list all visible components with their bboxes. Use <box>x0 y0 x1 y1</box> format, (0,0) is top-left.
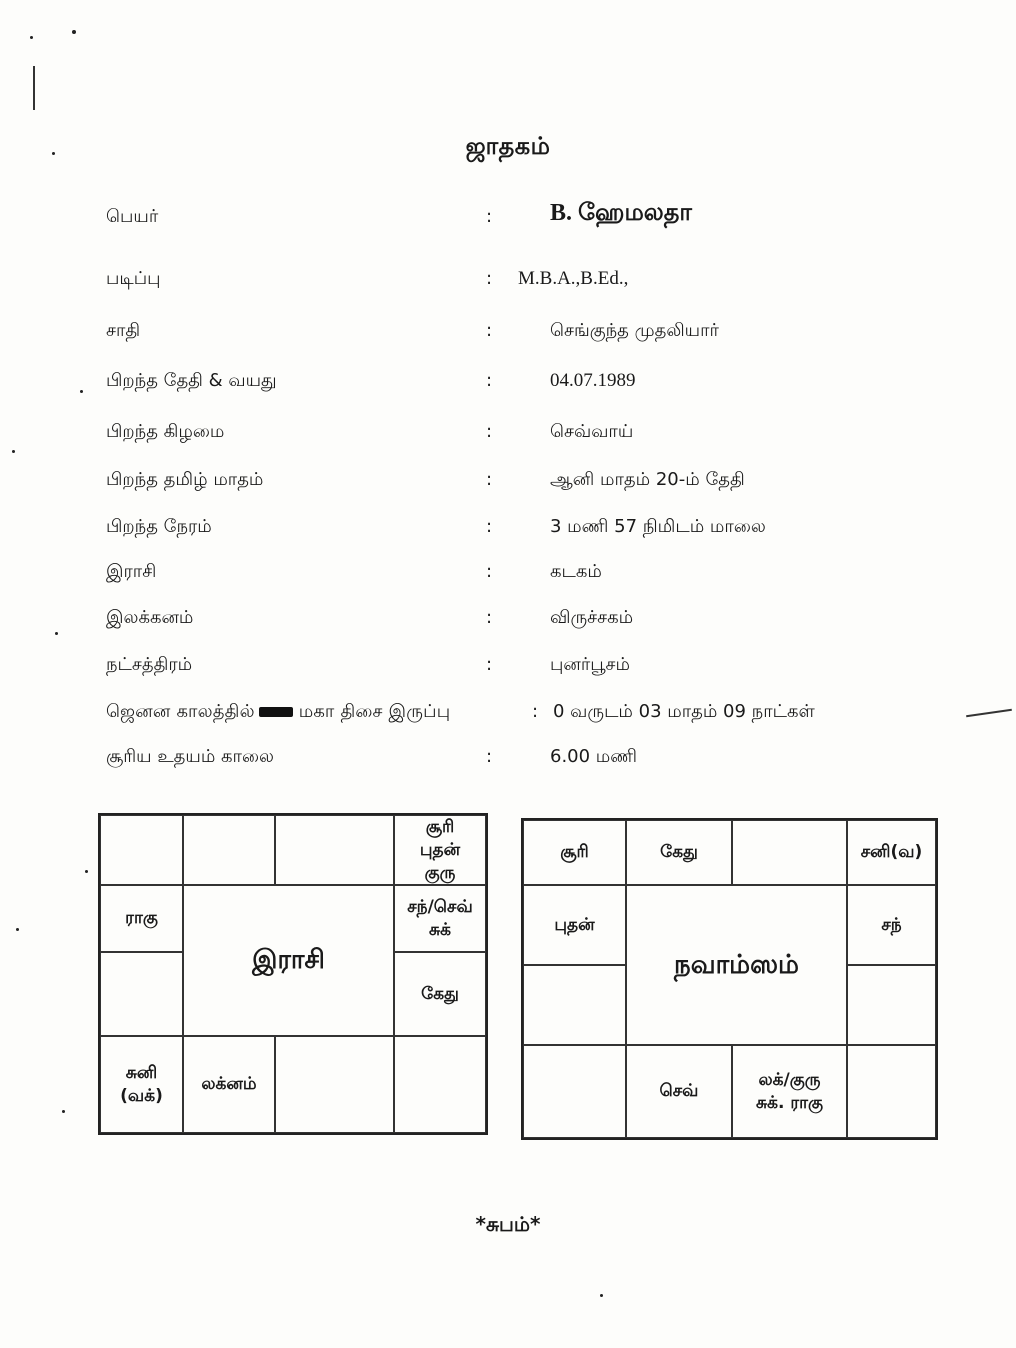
rasi-house: சூரி புதன் குரு <box>394 815 486 885</box>
navamsa-house: சனி(வ) <box>847 820 936 885</box>
navamsa-house: லக்/குரு சுக். ராகு <box>732 1045 847 1138</box>
strikethrough-mark <box>259 707 293 717</box>
rasi-house <box>100 952 183 1036</box>
detail-label: இராசி <box>106 561 157 582</box>
detail-value: ஆனி மாதம் 20-ம் தேதி <box>550 469 745 490</box>
navamsa-house: சந் <box>847 885 936 965</box>
detail-colon: : <box>486 654 493 675</box>
detail-colon: : <box>486 206 493 227</box>
scan-speck <box>85 870 88 873</box>
detail-label: பிறந்த தேதி & வயது <box>106 370 277 391</box>
detail-row-education <box>0 268 1016 298</box>
navamsa-house <box>847 1045 936 1138</box>
navamsa-house: செவ் <box>626 1045 732 1138</box>
navamsa-house <box>847 965 936 1045</box>
detail-colon: : <box>486 421 493 442</box>
detail-value: கடகம் <box>550 561 602 582</box>
rasi-house: கேது <box>394 952 486 1036</box>
rasi-house <box>275 1036 394 1133</box>
rasi-house: லக்னம் <box>183 1036 275 1133</box>
detail-value: M.B.A.,B.Ed., <box>518 268 629 289</box>
detail-row-tamil-month <box>0 469 1016 499</box>
scan-speck <box>52 152 55 155</box>
detail-label: நட்சத்திரம் <box>106 654 193 675</box>
navamsa-house <box>523 965 626 1045</box>
detail-value: 04.07.1989 <box>550 370 636 391</box>
detail-label-part: ஜெனன காலத்தில் <box>106 701 255 722</box>
detail-label-part: மகா திசை இருப்பு <box>298 701 451 722</box>
detail-value: புனர்பூசம் <box>550 654 630 675</box>
scan-speck <box>62 1110 65 1113</box>
detail-colon: : <box>486 469 493 490</box>
scan-speck <box>80 390 83 393</box>
detail-label: சாதி <box>106 320 141 341</box>
scan-speck <box>30 36 33 39</box>
navamsa-house <box>732 820 847 885</box>
scan-speck <box>72 30 76 34</box>
detail-value: செவ்வாய் <box>550 421 634 442</box>
rasi-house <box>100 815 183 885</box>
detail-row-birth-day <box>0 421 1016 451</box>
rasi-chart <box>98 813 488 1135</box>
detail-row-dasa-balance <box>0 701 1016 731</box>
scan-mark <box>33 66 35 110</box>
detail-colon: : <box>532 701 539 722</box>
detail-label: பிறந்த கிழமை <box>106 421 225 442</box>
rasi-house: சுனி (வக்) <box>100 1036 183 1133</box>
detail-value: விருச்சகம் <box>550 607 634 628</box>
navamsa-house: புதன் <box>523 885 626 965</box>
detail-row-sunrise <box>0 746 1016 776</box>
page-title: ஜாதகம் <box>465 132 551 160</box>
detail-label <box>106 701 450 724</box>
detail-row-rasi <box>0 561 1016 591</box>
navamsa-chart-title: நவாம்ஸம் <box>626 885 847 1045</box>
scan-speck <box>12 450 15 453</box>
detail-label: படிப்பு <box>106 268 161 289</box>
rasi-house: ராகு <box>100 885 183 952</box>
detail-value: 6.00 மணி <box>550 746 638 767</box>
detail-value: 0 வருடம் 03 மாதம் 09 நாட்கள் <box>553 701 815 722</box>
navamsa-house: கேது <box>626 820 732 885</box>
detail-colon: : <box>486 516 493 537</box>
detail-colon: : <box>486 370 493 391</box>
scan-speck <box>55 632 58 635</box>
scan-speck <box>600 1294 603 1297</box>
rasi-house: சந்/செவ் சுக் <box>394 885 486 952</box>
footer-blessing: *சுபம்* <box>475 1212 541 1236</box>
detail-label: பிறந்த நேரம் <box>106 516 212 537</box>
detail-row-birth-date <box>0 370 1016 400</box>
rasi-house <box>394 1036 486 1133</box>
detail-colon: : <box>486 746 493 767</box>
rasi-house <box>275 815 394 885</box>
rasi-house <box>183 815 275 885</box>
detail-label: பிறந்த தமிழ் மாதம் <box>106 469 264 490</box>
detail-label: பெயர் <box>106 206 159 227</box>
rasi-chart-title: இராசி <box>183 885 394 1036</box>
detail-row-star <box>0 654 1016 684</box>
scan-speck <box>16 928 19 931</box>
detail-row-birth-time <box>0 516 1016 546</box>
detail-label: சூரிய உதயம் காலை <box>106 746 274 767</box>
detail-colon: : <box>486 268 493 289</box>
detail-value: B. ஹேமலதா <box>550 200 692 226</box>
navamsa-house <box>523 1045 626 1138</box>
detail-colon: : <box>486 320 493 341</box>
detail-value: 3 மணி 57 நிமிடம் மாலை <box>550 516 766 537</box>
detail-row-caste <box>0 320 1016 350</box>
detail-colon: : <box>486 607 493 628</box>
navamsa-chart <box>521 818 938 1140</box>
detail-value: செங்குந்த முதலியார் <box>550 320 719 341</box>
detail-label: இலக்கனம் <box>106 607 194 628</box>
detail-colon: : <box>486 561 493 582</box>
navamsa-house: சூரி <box>523 820 626 885</box>
detail-row-name <box>0 200 1016 236</box>
detail-row-lagnam <box>0 607 1016 637</box>
